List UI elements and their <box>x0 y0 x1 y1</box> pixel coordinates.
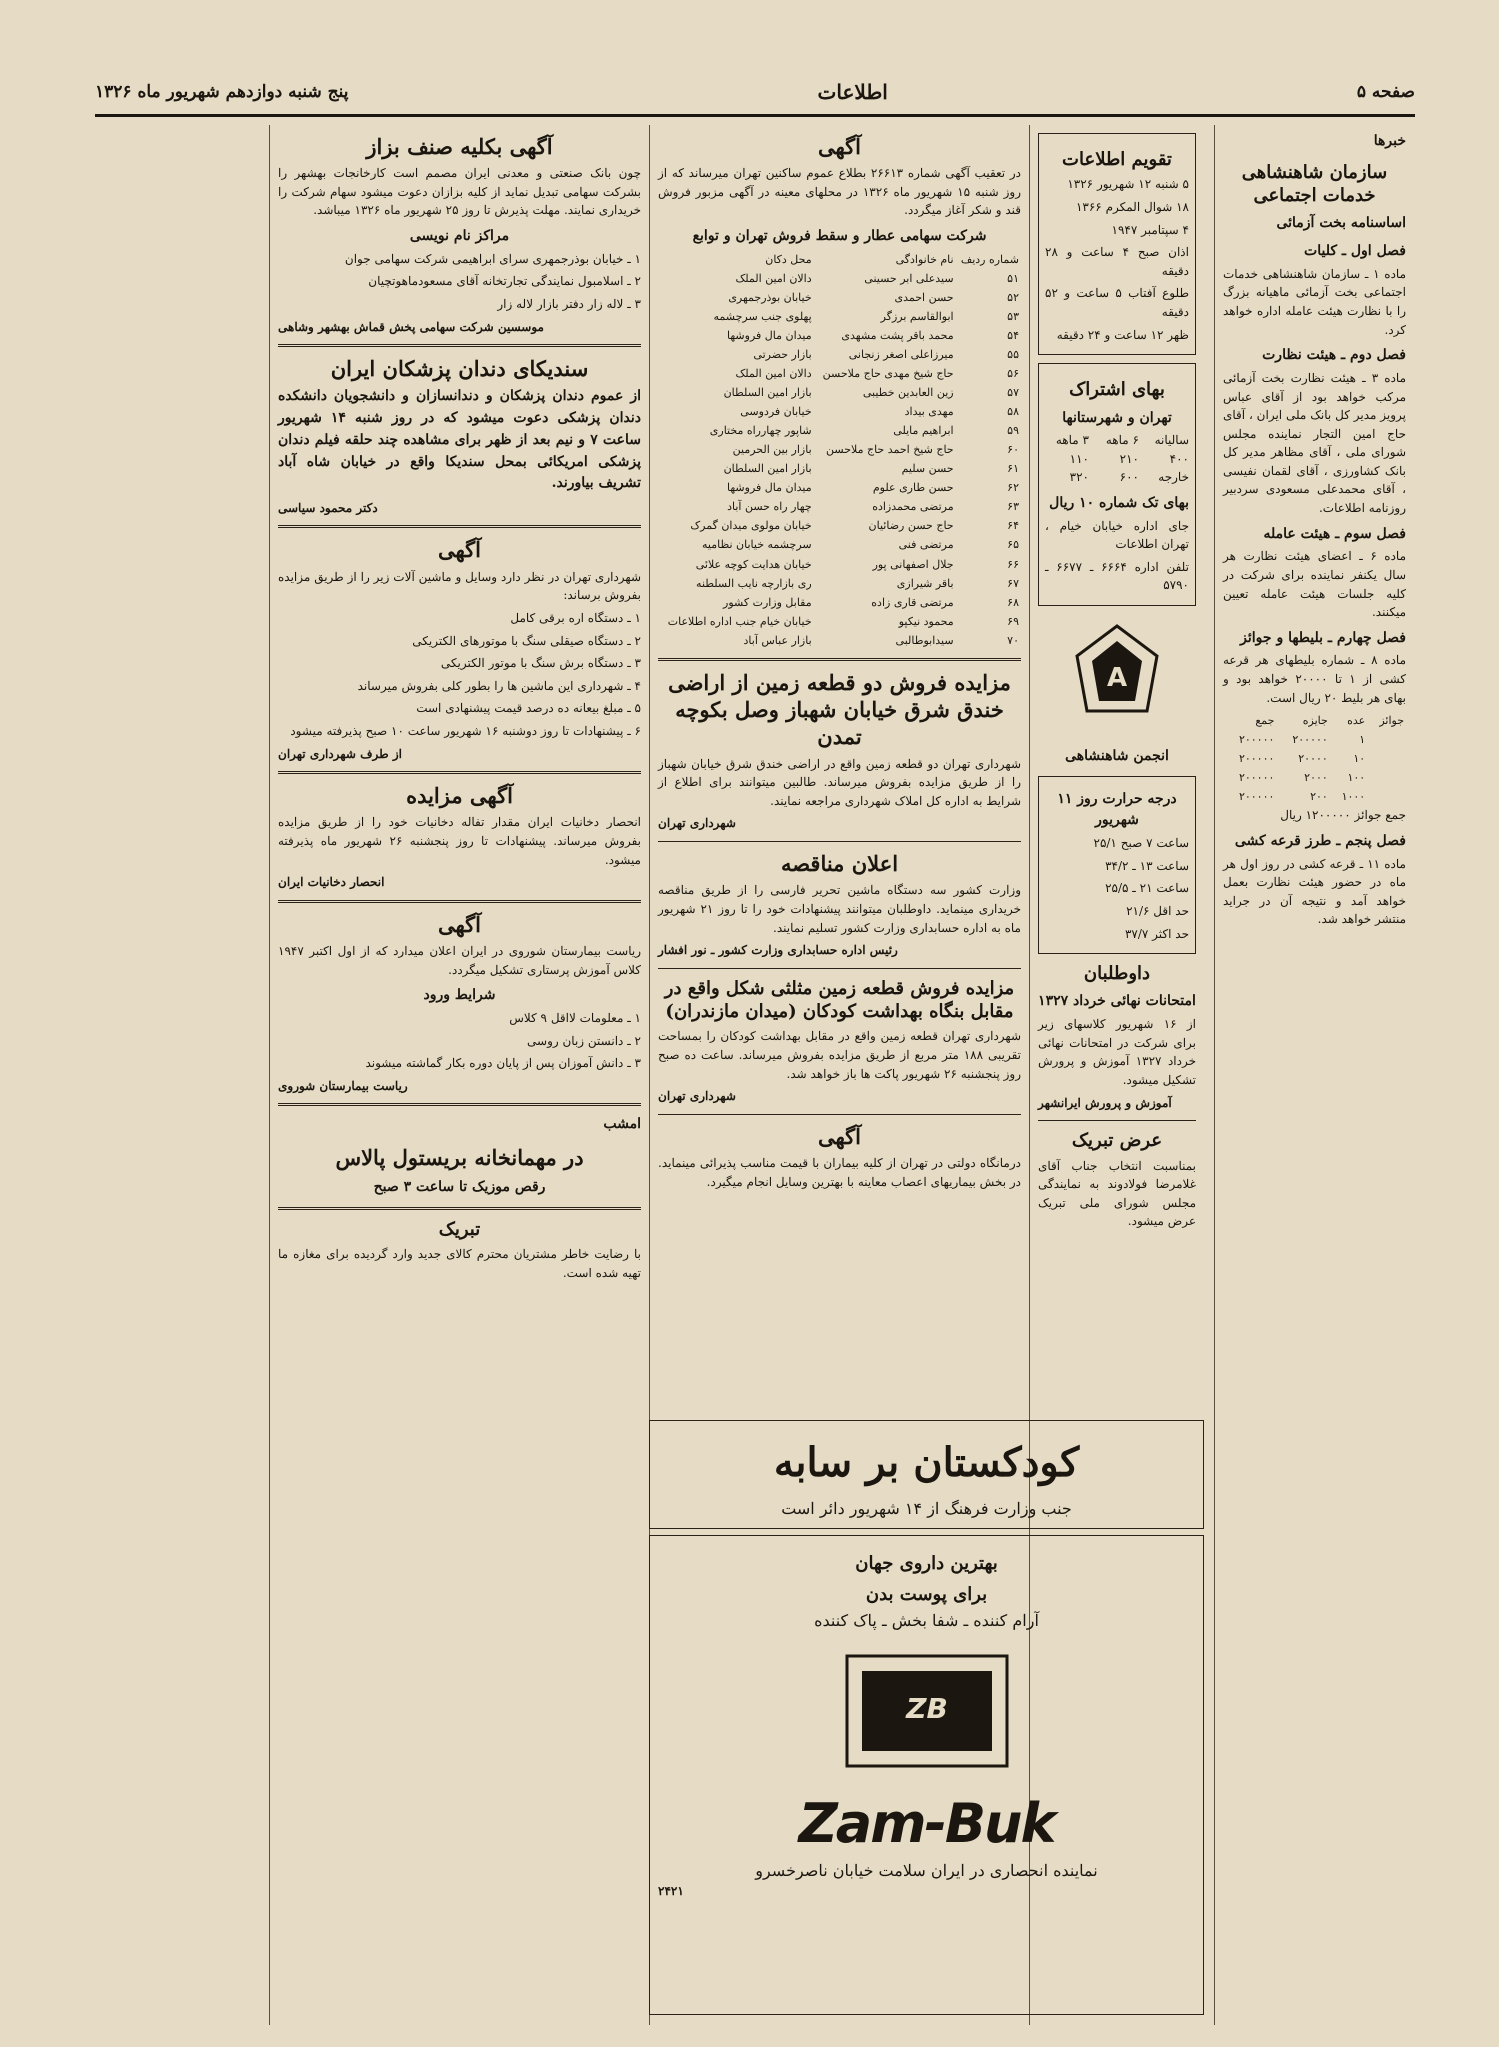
cell: مهدی بیداد <box>904 405 954 419</box>
divider <box>278 771 641 774</box>
cell: ۶۱ <box>1007 462 1019 476</box>
volunteers-text: از ۱۶ شهریور کلاسهای زیر برای شرکت در امتحانات نهائی خرداد ۱۳۲۷ آموزش و پرورش تشکیل میشود. <box>1038 1017 1196 1087</box>
prize-cell: ۲۰۰۰۰۰ <box>1238 752 1275 766</box>
shops-row <box>658 535 1021 554</box>
tobacco-ad-signature: انحصار دخانیات ایران <box>278 875 385 890</box>
cell: بازار عباس آباد <box>743 633 812 647</box>
cell: چهار راه حسن آباد <box>727 500 812 514</box>
society-emblem-icon <box>1057 616 1177 736</box>
divider <box>658 1114 1021 1115</box>
subscription-title: بهای اشتراک <box>1069 379 1165 401</box>
sub-price: ۱۱۰ <box>1069 451 1089 466</box>
subscription-box <box>1038 363 1196 606</box>
shops-row <box>658 555 1021 574</box>
prize-cell: ۲۰۰ <box>1310 790 1328 804</box>
cell: ۶۴ <box>1007 519 1019 533</box>
cell: حاج شیخ احمد حاج ملاحسن <box>826 443 954 457</box>
cell: بازار امین السلطان <box>723 386 812 400</box>
prize-row <box>1223 749 1406 768</box>
cell: ۵۵ <box>1007 348 1019 361</box>
prize-cell: ۲۰۰۰۰۰ <box>1238 733 1275 747</box>
prize-cell: ۲۰۰۰۰۰ <box>1238 771 1275 785</box>
zambuk-headline-2: برای پوست بدن <box>865 1584 988 1606</box>
cell: ۵۱ <box>1007 271 1019 285</box>
machinery-item: ۶ ـ پیشنهادات تا روز دوشنبه ۱۶ شهریور ساعت ۱۰ صبح پذیرفته میشود <box>290 723 641 738</box>
chapter-1-text: ماده ۱ ـ سازمان شاهنشاهی خدمات اجتماعی بخت آزمائی ماهیانه بزرگ را با نظارت هیئت عامله اداره خواهد کرد. <box>1223 266 1407 337</box>
zambuk-headline: بهترین داروی جهان <box>855 1553 998 1574</box>
calendar-row: ۵ شنبه ۱۲ شهریور ۱۳۲۶ <box>1067 177 1189 192</box>
office-address: جای اداره خیابان خیام ، تهران اطلاعات <box>1045 518 1189 552</box>
subscription-domestic <box>1045 450 1189 469</box>
dental-signature: دکتر محمود سیاسی <box>278 500 378 515</box>
machinery-ad-title: آگهی <box>437 537 481 563</box>
cell: ۷۰ <box>1007 633 1019 647</box>
cell: شاپور چهارراه مختاری <box>709 424 812 438</box>
cell: ۵۶ <box>1007 367 1019 381</box>
subscription-headers <box>1045 431 1189 450</box>
shops-row <box>658 497 1021 516</box>
shops-row <box>658 631 1021 650</box>
cell: ابوالقاسم برزگر <box>880 309 954 323</box>
shops-row <box>658 288 1021 307</box>
ointment-package-icon <box>827 1636 1027 1786</box>
zambuk-agent: نماینده انحصاری در ایران سلامت خیابان ناصرخسرو <box>755 1860 1098 1880</box>
divider <box>658 658 1021 661</box>
tender-text: وزارت کشور سه دستگاه ماشین تحریر فارسی را از طریق مناقصه خریداری مینماید. داوطلبان میتوانند پیشنهادات خود را تا روز ۲۱ شهریور ماه به اداره حسابداری وزارت کشور تسلیم نمایند. <box>658 883 1022 935</box>
chapter-3-text: ماده ۶ ـ اعضای هیئت نظارت هر سال یکنفر نماینده برای شرکت در کلیه جلسات هیئت عامله تعیین میکنند. <box>1223 549 1407 620</box>
hospital-conditions-title: شرایط ورود <box>423 987 496 1004</box>
divider <box>278 1207 641 1210</box>
issue-date: پنج شنبه دوازدهم شهریور ماه ۱۳۲۶ <box>95 82 349 102</box>
cell: ۵۳ <box>1007 309 1019 323</box>
dental-text: از عموم دندان پزشکان و دندانسازان و دانشجویان دانشکده دندان پزشکی دعوت میشود که در روز شنبه ۱۴ شهریور ساعت ۷ و نیم بعد از ظهر برای مشاهده چند حلقه فیلم دندان پزشکی امریکائی بمحل سندیکا واقع در خیابان شاه آباد تشریف بیاورند. <box>278 388 641 492</box>
cloth-ad-title: آگهی بکلیه صنف بزاز <box>366 134 553 159</box>
thanks-title: عرض تبریک <box>1071 1130 1163 1152</box>
cell: ری بازارچه نایب السلطنه <box>696 576 812 590</box>
cell: ۶۰ <box>1007 443 1019 457</box>
prize-header: جوائز <box>1379 714 1404 728</box>
prize-row <box>1223 787 1406 806</box>
cell: حاج شیخ مهدی حاج ملاحسن <box>822 367 954 381</box>
prize-cell: ۱۰۰۰ <box>1341 790 1366 804</box>
cell: بازار امین السلطان <box>723 462 812 476</box>
machinery-item: ۴ ـ شهرداری این ماشین ها را بطور کلی بفروش میرساند <box>357 678 641 693</box>
cell: خیابان فردوسی <box>740 405 812 419</box>
emblem-caption: انجمن شاهنشاهی <box>1065 748 1169 765</box>
shops-row <box>658 364 1021 383</box>
kindergarten-text: جنب وزارت فرهنگ از ۱۴ شهریور دائر است <box>781 1499 1072 1518</box>
sugar-ad-title: آگهی <box>817 134 861 159</box>
cell: خیابان بوذرجمهری <box>728 290 812 304</box>
cell: خیابان خیام جنب اداره اطلاعات <box>667 614 812 628</box>
cell: ۶۵ <box>1007 538 1019 552</box>
cell: محمد باقر پشت مشهدی <box>841 328 954 342</box>
divider <box>658 968 1021 969</box>
machinery-item: ۱ ـ دستگاه اره برقی کامل <box>510 610 641 625</box>
prize-total: جمع جوائز ۱۲۰۰۰۰۰ ریال <box>1280 808 1406 823</box>
hospital-ad-title: آگهی <box>437 911 481 937</box>
svg-text:A: A <box>1106 663 1128 694</box>
prize-header: جمع <box>1255 714 1275 728</box>
cell: سیدابوطالبی <box>895 633 954 647</box>
cell: دالان امین الملک <box>735 367 812 381</box>
divider <box>278 525 641 528</box>
prize-header: جایزه <box>1302 714 1328 728</box>
calendar-row: طلوع آفتاب ۵ ساعت و ۵۲ دقیقه <box>1045 286 1189 319</box>
cell: سیدعلی ابر حسینی <box>864 271 954 285</box>
prize-cell: ۲۰۰۰۰ <box>1298 752 1328 766</box>
cell: ۵۸ <box>1007 405 1019 419</box>
weather-row: ساعت ۱۳ ـ ۳۴/۲ <box>1105 858 1189 873</box>
bristol-sub: رقص موزیک تا ساعت ۳ صبح <box>373 1179 546 1196</box>
chapter-4-text: ماده ۸ ـ شماره بلیطهای هر قرعه کشی از ۱ تا ۲۰۰۰۰ خواهد بود و بهای هر بلیط ۲۰ ریال است. <box>1223 653 1406 705</box>
machinery-ad-text: شهرداری تهران در نظر دارد وسایل و ماشین آلات زیر را از طریق مزایده بفروش برساند: <box>278 569 641 603</box>
shops-header: محل دکان <box>765 252 812 266</box>
cell: دالان امین الملک <box>735 271 812 285</box>
sub-header: سالیانه <box>1154 433 1189 448</box>
cell: ۵۷ <box>1007 386 1019 400</box>
tonight-label: امشب <box>603 1116 641 1133</box>
shops-row <box>658 421 1021 440</box>
cell: مقابل وزارت کشور <box>723 595 812 609</box>
weather-box <box>1038 776 1196 954</box>
shops-row <box>658 593 1021 612</box>
single-price: بهای تک شماره ۱۰ ریال <box>1049 495 1189 511</box>
shops-title: شرکت سهامی عطار و سقط فروش تهران و توابع <box>692 228 987 245</box>
cell: ۶۸ <box>1007 595 1019 609</box>
cell: زین العابدین خطیبی <box>862 386 954 400</box>
auction-1-title: مزایده فروش دو قطعه زمین از اراضی خندق شرق خیابان شهباز وصل بکوچه تمدن <box>668 669 1011 750</box>
shops-header: نام خانوادگی <box>895 252 954 266</box>
news-title: سازمان شاهنشاهی خدمات اجتماعی <box>1241 161 1388 207</box>
cloth-ad-signature: موسسین شرکت سهامی پخش قماش بهشهر وشاهی <box>278 319 544 334</box>
chapter-2-heading: فصل دوم ـ هیئت نظارت <box>1262 347 1406 364</box>
chapter-2-text: ماده ۳ ـ هیئت نظارت بخت آزمائی مرکب خواهد بود از آقای عباس پرویز مدیر کل بانک ملی ایران ، آقای حاج امین التجار نماینده مجلس شورای ملی ، آقای مظاهر مدیر کل بانک کشاورزی ، آقای لقمان نفیسی ، آقای محمدعلی مسعودی سردبیر روزنامه اطلاعات. <box>1223 370 1407 516</box>
cell: حسن طاری علوم <box>872 481 954 495</box>
zambuk-brand: Zam-Buk <box>798 1791 1055 1855</box>
hospital-condition: ۳ ـ دانش آموزان پس از پایان دوره بکار گماشته میشوند <box>365 1056 641 1071</box>
prize-table <box>1223 711 1406 806</box>
cell: ۶۷ <box>1007 576 1019 590</box>
cell: سرچشمه خیابان نظامیه <box>701 538 812 552</box>
cell: حاج حسن رضائیان <box>868 519 954 533</box>
hospital-ad-signature: ریاست بیمارستان شوروی <box>278 1078 408 1093</box>
clinic-ad-title: آگهی <box>817 1123 861 1149</box>
calendar-box <box>1038 133 1196 355</box>
zambuk-code: ۲۴۲۱ <box>658 1883 684 1898</box>
shops-table <box>658 250 1021 650</box>
chapter-1-heading: فصل اول ـ کلیات <box>1304 243 1406 260</box>
paper-name: اطلاعات <box>817 80 888 104</box>
shops-row <box>658 269 1021 288</box>
cell: میدان مال فروشها <box>727 481 812 495</box>
cell: میرزاعلی اصغر زنجانی <box>848 348 954 361</box>
prize-cell: ۱۰ <box>1353 752 1366 766</box>
auction-1-text: شهرداری تهران دو قطعه زمین واقع در اراضی خندق شرق خیابان شهباز را از طریق مزایده بفروش میرساند. طالبین میتوانند برای اطلاع از شرایط به اداره کل املاک شهرداری مراجعه نمایند. <box>658 756 1021 808</box>
office-phones: تلفن اداره ۶۶۶۴ ـ ۶۶۷۷ ـ ۵۷۹۰ <box>1045 559 1189 593</box>
cell: حسن سلیم <box>901 462 954 476</box>
volunteers-signature: آموزش و پرورش ایرانشهر <box>1038 1095 1172 1110</box>
prize-row <box>1223 768 1406 787</box>
sub-header: ۳ ماهه <box>1055 433 1089 448</box>
auction-2-signature: شهرداری تهران <box>658 1089 736 1104</box>
cloth-ad-text: چون بانک صنعتی و معدنی ایران مصمم است کارخانجات بهشهر را بشرکت سهامی تبدیل نماید از کلیه بزازان دعوت میشود سهام شرکت را خریداری نمایند. مهلت پذیرش تا روز ۲۵ شهریور ماه ۱۳۲۶ میباشد. <box>278 166 641 218</box>
calendar-row: ۴ سپتامبر ۱۹۴۷ <box>1111 222 1189 237</box>
sugar-ad-text: در تعقیب آگهی شماره ۲۶۶۱۳ بطلاع عموم ساکنین تهران میرساند که از روز شنبه ۱۵ شهریور ماه ۱۳۲۶ در محلهای معینه در آگهی مزبور فروش قند و شکر آغاز میگردد. <box>658 166 1021 218</box>
cell: ۶۲ <box>1007 481 1019 495</box>
cell: مرتضی محمدزاده <box>872 500 954 514</box>
cell: ۵۹ <box>1007 424 1019 438</box>
bristol-title: در مهمانخانه بریستول پالاس <box>335 1145 584 1171</box>
cell: پهلوی جنب سرچشمه <box>713 309 812 323</box>
auction-2-title: مزایده فروش قطعه زمین مثلثی شکل واقع در مقابل بنگاه بهداشت کودکان (میدان مازندران) <box>664 977 1015 1023</box>
divider <box>278 1103 641 1106</box>
cell: خیابان مولوی میدان گمرک <box>690 519 812 533</box>
cell: بازار حضرتی <box>753 348 812 361</box>
cell: ۶۳ <box>1007 500 1019 514</box>
tender-signature: رئیس اداره حسابداری وزارت کشور ـ نور افشار <box>658 943 898 958</box>
chapter-3-heading: فصل سوم ـ هیئت عامله <box>1263 525 1406 542</box>
subscription-abroad <box>1045 468 1189 487</box>
shops-row <box>658 574 1021 593</box>
machinery-item: ۲ ـ دستگاه صیقلی سنگ با موتورهای الکتریکی <box>412 633 641 648</box>
prize-cell: ۲۰۰۰ <box>1304 771 1328 785</box>
thanks-text: بمناسبت انتخاب جناب آقای غلامرضا فولادوند به نمایندگی مجلس شورای ملی تبریک عرض میشود. <box>1038 1158 1196 1229</box>
machinery-item: ۵ ـ مبلغ بیعانه ده درصد قیمت پیشنهادی است <box>416 701 641 716</box>
tobacco-ad-text: انحصار دخانیات ایران مقدار تفاله دخانیات خود را از طریق مزایده بفروش میرساند. پیشنهادات تا روز پنجشنبه ۲۶ شهریور ماه پذیرفته میشود. <box>278 815 641 867</box>
divider <box>1038 1120 1196 1121</box>
cell: ۶۹ <box>1007 614 1019 628</box>
masthead <box>95 70 1415 117</box>
weather-row: حد اکثر ۳۷/۷ <box>1124 926 1189 941</box>
subscription-sub: تهران و شهرستانها <box>1062 409 1172 426</box>
divider <box>278 344 641 347</box>
calendar-row: اذان صبح ۴ ساعت و ۲۸ دقیقه <box>1045 245 1189 278</box>
weather-title: درجه حرارت روز ۱۱ شهریور <box>1057 790 1177 829</box>
weather-row: ساعت ۲۱ ـ ۲۵/۵ <box>1105 881 1189 896</box>
shops-row <box>658 383 1021 402</box>
shops-row <box>658 440 1021 459</box>
shops-row <box>658 516 1021 535</box>
prize-cell: ۲۰۰۰۰۰ <box>1238 790 1275 804</box>
weather-row: حد اقل ۲۱/۶ <box>1126 903 1189 918</box>
kindergarten-title: کودکستان بر سابه <box>773 1439 1080 1486</box>
machinery-ad-signature: از طرف شهرداری تهران <box>278 746 402 761</box>
auction-1-signature: شهرداری تهران <box>658 816 736 831</box>
shops-row <box>658 459 1021 478</box>
svg-text:ZB: ZB <box>905 1691 948 1725</box>
shops-row <box>658 326 1021 345</box>
cell: مرتضی قاری زاده <box>871 595 954 609</box>
shops-header: شماره ردیف <box>960 252 1019 266</box>
cell: ۶۶ <box>1007 557 1019 571</box>
cloth-ad-center: ۲ ـ اسلامبول نمایندگی تجارتخانه آقای مسعودماهوتچیان <box>368 274 641 289</box>
cloth-ad-center: ۱ ـ خیابان بوذرجمهری سرای ابراهیمی شرکت سهامی جوان <box>344 251 641 266</box>
cell: ۵۴ <box>1007 328 1019 342</box>
kindergarten-box <box>649 1420 1204 1529</box>
prize-cell: ۲۰۰۰۰۰ <box>1292 733 1328 747</box>
cell: باقر شیرازی <box>896 576 954 590</box>
volunteers-title: داوطلبان <box>1083 963 1151 985</box>
shops-row <box>658 478 1021 497</box>
tender-title: اعلان مناقصه <box>780 851 899 877</box>
divider <box>278 900 641 903</box>
divider <box>658 841 1021 842</box>
volunteers-sub: امتحانات نهائی خرداد ۱۳۲۷ <box>1038 993 1196 1010</box>
cell: جلال اصفهانی پور <box>872 557 954 571</box>
prize-row <box>1223 730 1406 749</box>
calendar-title: تقویم اطلاعات <box>1062 149 1172 170</box>
chapter-4-heading: فصل چهارم ـ بلیطها و جوائز <box>1240 629 1406 646</box>
section-label: خبرها <box>1373 133 1406 149</box>
calendar-row: ظهر ۱۲ ساعت و ۲۴ دقیقه <box>1056 327 1189 342</box>
cell: حسن احمدی <box>894 290 954 304</box>
sub-header: ۶ ماهه <box>1105 433 1139 448</box>
news-column <box>1214 125 1414 2025</box>
shops-row <box>658 612 1021 631</box>
prize-header: عده <box>1347 714 1366 728</box>
cell: ابراهیم مایلی <box>893 424 954 438</box>
dental-title: سندیکای دندان پزشکان ایران <box>330 356 589 382</box>
sub-price: ۶۰۰ <box>1119 470 1139 485</box>
cell: بازار بین الحرمین <box>732 443 812 457</box>
sub-abroad-label: خارجه <box>1158 470 1189 485</box>
page-number: صفحه ۵ <box>1356 82 1415 102</box>
calendar-row: ۱۸ شوال المکرم ۱۳۶۶ <box>1075 199 1189 214</box>
cloth-ad-centers-title: مراکز نام نویسی <box>409 228 510 245</box>
prize-cell: ۱۰۰ <box>1347 771 1366 785</box>
shops-row <box>658 402 1021 421</box>
cell: میدان مال فروشها <box>727 328 812 342</box>
tobacco-ad-title: آگهی مزایده <box>406 783 513 809</box>
cell: ۵۲ <box>1007 290 1019 304</box>
auction-2-text: شهرداری تهران قطعه زمین واقع در مقابل بهداشت کودکان را بمساحت تقریبی ۱۸۸ متر مربع از طریق مزایده بفروش میرساند. ساعت ده صبح روز پنجشنبه ۲۶ شهریور پاکت ها باز خواهد شد. <box>658 1029 1021 1081</box>
shops-row <box>658 345 1021 364</box>
cell: خیابان هدایت کوچه علائی <box>695 557 812 571</box>
hospital-condition: ۱ ـ معلومات لااقل ۹ کلاس <box>509 1010 641 1025</box>
hospital-ad-text: ریاست بیمارستان شوروی در ایران اعلان میدارد که از اول اکتبر ۱۹۴۷ کلاس آموزش پرستاری تشکیل میگردد. <box>278 944 641 977</box>
zambuk-ad <box>649 1535 1204 2015</box>
congrats-text: با رضایت خاطر مشتریان محترم کالای جدید وارد گردیده برای مغازه ما تهیه شده است. <box>278 1247 641 1280</box>
sub-price: ۴۰۰ <box>1169 451 1189 466</box>
congrats-title: تبریک <box>438 1219 481 1240</box>
ads-column <box>269 125 649 2025</box>
sub-price: ۳۲۰ <box>1069 470 1089 485</box>
statute-heading: اساسنامه بخت آزمائی <box>1276 215 1406 232</box>
sub-price: ۲۱۰ <box>1119 451 1139 466</box>
shops-row <box>658 307 1021 326</box>
chapter-5-heading: فصل پنجم ـ طرز قرعه کشی <box>1234 833 1406 850</box>
weather-row: ساعت ۷ صبح ۲۵/۱ <box>1093 836 1189 851</box>
cell: مرتضی فنی <box>898 538 954 552</box>
cloth-ad-center: ۳ ـ لاله زار دفتر بازار لاله زار <box>497 296 641 311</box>
machinery-item: ۳ ـ دستگاه برش سنگ با موتور الکتریکی <box>440 656 641 671</box>
hospital-condition: ۲ ـ دانستن زبان روسی <box>527 1033 641 1048</box>
zambuk-features: آرام کننده ـ شفا بخش ـ پاک کننده <box>814 1610 1039 1630</box>
chapter-5-text: ماده ۱۱ ـ قرعه کشی در روز اول هر ماه در حضور هیئت نظارت بعمل خواهد آمد و نتیجه آن در جراید منتشر خواهد شد. <box>1223 856 1406 927</box>
cell: محمود نیکپو <box>898 614 954 628</box>
clinic-ad-text: درمانگاه دولتی در تهران از کلیه بیماران با قیمت مناسب پذیرائی مینماید. در بخش بیماریهای اعصاب معاینه با بهترین وسایل انجام میگیرد. <box>658 1156 1021 1189</box>
prize-cell: ۱ <box>1359 733 1366 747</box>
